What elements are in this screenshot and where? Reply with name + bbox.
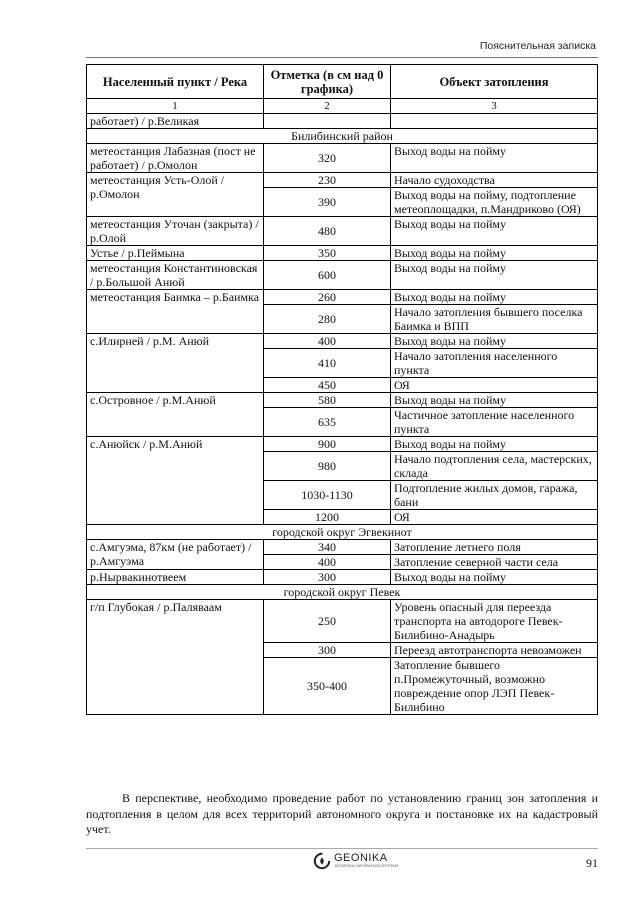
district-row [87, 525, 598, 540]
mark-cell: 400 [264, 334, 391, 349]
mark-cell: 1030-1130 [264, 481, 391, 510]
mark-cell: 1200 [264, 510, 391, 525]
object-cell: Затопление летнего поля [391, 540, 598, 555]
table-row [87, 144, 598, 173]
table-row [87, 290, 598, 305]
object-cell: Выход воды на пойму [391, 246, 598, 261]
mark-cell: 980 [264, 452, 391, 481]
table-row [87, 334, 598, 349]
mark-cell: 280 [264, 305, 391, 334]
table-row [87, 540, 598, 555]
mark-cell: 410 [264, 349, 391, 378]
mark-cell: 350-400 [264, 658, 391, 715]
column-header-mark: Отметка (в см над 0 графика) [264, 65, 391, 99]
table-row [87, 173, 598, 188]
object-cell: Выход воды на пойму, подтопление метеоплощадки, п.Мандриково (ОЯ) [391, 188, 598, 217]
object-cell: Частичное затопление населенного пункта [391, 408, 598, 437]
district-row [87, 129, 598, 144]
place-cell: с.Амгуэма, 87км (не работает) / р.Амгуэма [87, 540, 264, 570]
mark-cell: 480 [264, 217, 391, 246]
object-cell: Выход воды на пойму [391, 290, 598, 305]
mark-cell: 580 [264, 393, 391, 408]
mark-cell: 635 [264, 408, 391, 437]
place-cell: метеостанция Лабазная (пост не работает) / р.Омолон [87, 144, 264, 173]
geonika-logo [313, 852, 398, 870]
object-cell: Переезд автотранспорта невозможен [391, 643, 598, 658]
district-egvekinot: городской округ Эгвекинот [87, 525, 598, 540]
mark-cell: 400 [264, 555, 391, 570]
table-row [87, 261, 598, 290]
district-pevek: городской округ Певек [87, 585, 598, 600]
place-cell: г/п Глубокая / р.Паляваам [87, 600, 264, 715]
mark-cell: 250 [264, 600, 391, 643]
body-paragraph: В перспективе, необходимо проведение работ по установлению границ зон затопления и подтопления в целом для всех территорий автономного округа и постановке их на кадастровый учет. [86, 791, 598, 836]
logo-name: GEONIKA [334, 852, 388, 864]
object-cell: Выход воды на пойму [391, 393, 598, 408]
geonika-logo-icon [313, 852, 331, 870]
object-cell: Выход воды на пойму [391, 144, 598, 173]
mark-cell: 300 [264, 643, 391, 658]
place-cell: Устье / р.Пеймына [87, 246, 264, 261]
page-header-title: Пояснительная записка [479, 40, 596, 52]
object-cell: ОЯ [391, 378, 598, 393]
continuation-cell: работает) / р.Великая [87, 114, 264, 129]
table-row [87, 437, 598, 452]
mark-cell: 260 [264, 290, 391, 305]
object-cell: Затопление северной части села [391, 555, 598, 570]
place-cell: р.Нырвакинотвеем [87, 570, 264, 585]
district-row [87, 585, 598, 600]
object-cell: Начало затопления бывшего поселка Баимка и ВПП [391, 305, 598, 334]
page-number: 91 [586, 856, 598, 870]
object-cell: ОЯ [391, 510, 598, 525]
column-number-2: 2 [264, 99, 391, 114]
table-row [87, 246, 598, 261]
flood-table [86, 64, 598, 715]
object-cell: Выход воды на пойму [391, 437, 598, 452]
district-bilibino: Билибинский район [87, 129, 598, 144]
mark-cell: 340 [264, 540, 391, 555]
place-cell: метеостанция Баимка – р.Баимка [87, 290, 264, 334]
place-cell: с.Илирней / р.М. Анюй [87, 334, 264, 393]
object-cell: Уровень опасный для переезда транспорта на автодороге Певек-Билибино-Анадырь [391, 600, 598, 643]
column-number-3: 3 [391, 99, 598, 114]
place-cell: метеостанция Усть-Олой / р.Омолон [87, 173, 264, 217]
mark-cell: 600 [264, 261, 391, 290]
column-header-place: Населенный пункт / Река [87, 65, 264, 99]
header-divider [86, 57, 598, 58]
object-cell: Затопление бывшего п.Промежуточный, возможно повреждение опор ЛЭП Певек-Билибино [391, 658, 598, 715]
place-cell: метеостанция Константиновская / р.Большой Анюй [87, 261, 264, 290]
mark-cell: 230 [264, 173, 391, 188]
object-cell: Выход воды на пойму [391, 261, 598, 290]
logo-tagline: GEOSPATIAL INFORMATION SYSTEMS [334, 864, 399, 868]
mark-cell: 350 [264, 246, 391, 261]
table-row [87, 570, 598, 585]
mark-cell: 390 [264, 188, 391, 217]
mark-cell: 320 [264, 144, 391, 173]
column-number-1: 1 [87, 99, 264, 114]
table-row [87, 600, 598, 643]
place-cell: с.Анюйск / р.М.Анюй [87, 437, 264, 525]
object-cell: Подтопление жилых домов, гаража, бани [391, 481, 598, 510]
place-cell: метеостанция Уточан (закрыта) / р.Олой [87, 217, 264, 246]
object-cell: Начало судоходства [391, 173, 598, 188]
table-row [87, 217, 598, 246]
table-header-row [87, 65, 598, 99]
table-row [87, 393, 598, 408]
object-cell: Выход воды на пойму [391, 334, 598, 349]
mark-cell: 300 [264, 570, 391, 585]
object-cell: Выход воды на пойму [391, 570, 598, 585]
column-number-row [87, 99, 598, 114]
place-cell: с.Островное / р.М.Анюй [87, 393, 264, 437]
column-header-object: Объект затопления [391, 65, 598, 99]
footer-divider [86, 848, 598, 849]
table-row [87, 114, 598, 129]
mark-cell: 900 [264, 437, 391, 452]
object-cell: Выход воды на пойму [391, 217, 598, 246]
mark-cell: 450 [264, 378, 391, 393]
object-cell: Начало подтопления села, мастерских, склада [391, 452, 598, 481]
object-cell: Начало затопления населенного пункта [391, 349, 598, 378]
